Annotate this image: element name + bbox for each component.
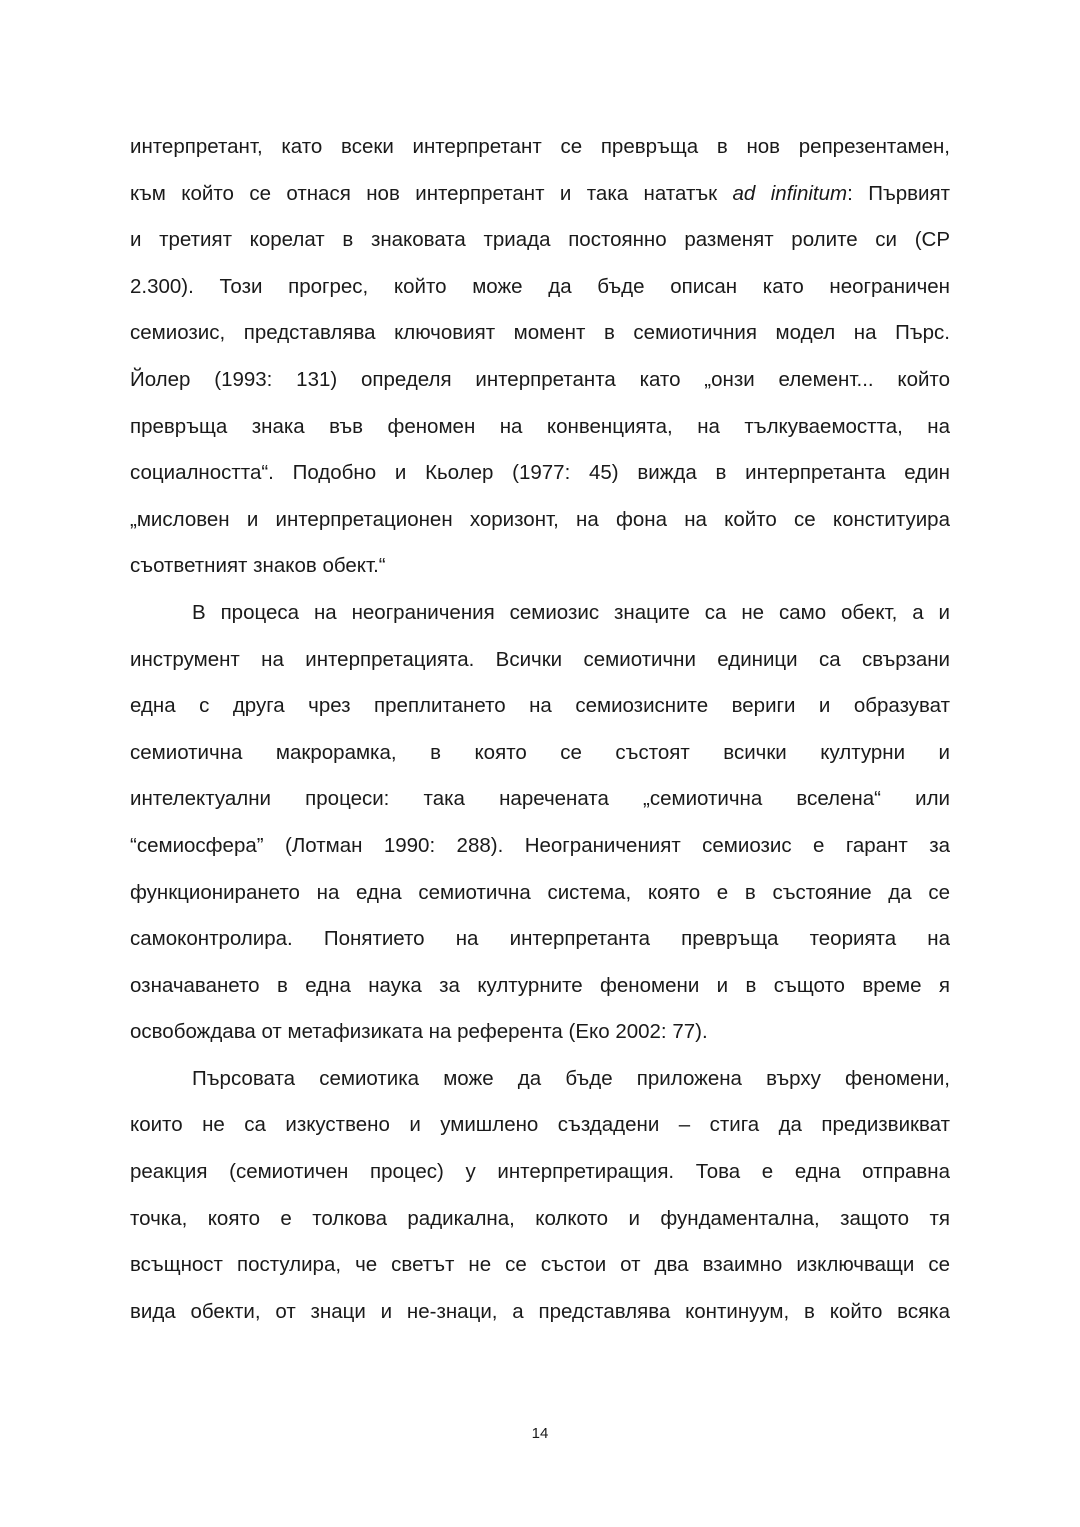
text-line: всъщност постулира, че светът не се състои от два взаимно изключващи се — [130, 1253, 950, 1277]
text-line: семиотична макрорамка, в която се състоят всички културни и — [130, 740, 950, 764]
text-line: реакция (семиотичен процес) у интерпретиращия. Това е една отправна — [130, 1160, 950, 1184]
text-line: социалността“. Подобно и Кьолер (1977: 45) вижда в интерпретанта един — [130, 461, 950, 485]
text-line: функционирането на една семиотична система, която е в състояние да се — [130, 880, 950, 904]
text-line: и третият корелат в знаковата триада постоянно разменят ролите си (CP — [130, 228, 950, 252]
text-line: “семиосфера” (Лотман 1990: 288). Неограниченият семиозис е гарант за — [130, 833, 950, 857]
text-line: вида обекти, от знаци и не-знаци, а представлява континуум, в който всяка — [130, 1299, 950, 1323]
text-line: превръща знака във феномен на конвенцията, на тълкуваемостта, на — [130, 414, 950, 438]
latin-phrase: ad infinitum — [732, 181, 848, 205]
paragraph-first-line: В процеса на неограничения семиозис знаците са не само обект, а и — [192, 600, 950, 624]
text-line: самоконтролира. Понятието на интерпретанта превръща теорията на — [130, 927, 950, 951]
text-line: освобождава от метафизиката на референта (Еко 2002: 77). — [130, 1020, 708, 1044]
text-line: интелектуални процеси: така наречената „семиотична вселена“ или — [130, 787, 950, 811]
paragraph-first-line: Пърсовата семиотика може да бъде приложена върху феномени, — [192, 1066, 950, 1090]
text-line: 2.300). Този прогрес, който може да бъде описан като неограничен — [130, 274, 950, 298]
body-text — [130, 124, 950, 1335]
text-line: точка, която е толкова радикална, колкото и фундаментална, защото тя — [130, 1206, 950, 1230]
text-line: една с друга чрез преплитането на семиозисните вериги и образуват — [130, 694, 950, 718]
text-line: интерпретант, като всеки интерпретант се превръща в нов репрезентамен, — [130, 135, 950, 158]
text-line: означаването в една наука за културните феномени и в същото време я — [130, 973, 950, 997]
text-line: „мисловен и интерпретационен хоризонт, на фона на който се конституира — [130, 507, 950, 531]
page-number: 14 — [531, 1425, 549, 1442]
text-line: инструмент на интерпретацията. Всички семиотични единици са свързани — [130, 647, 950, 671]
text-line: към който се отнася нов интерпретант и така нататък ad infinitum: Първият — [130, 181, 950, 205]
text-line: Йолер (1993: 131) определя интерпретанта като „онзи елемент... който — [130, 367, 950, 391]
text-line: семиозис, представлява ключовият момент в семиотичния модел на Пърс. — [130, 321, 950, 345]
text-line: съответният знаков обект.“ — [130, 554, 386, 578]
text-line: които не са изкуствено и умишлено създадени – стига да предизвикват — [130, 1113, 950, 1137]
